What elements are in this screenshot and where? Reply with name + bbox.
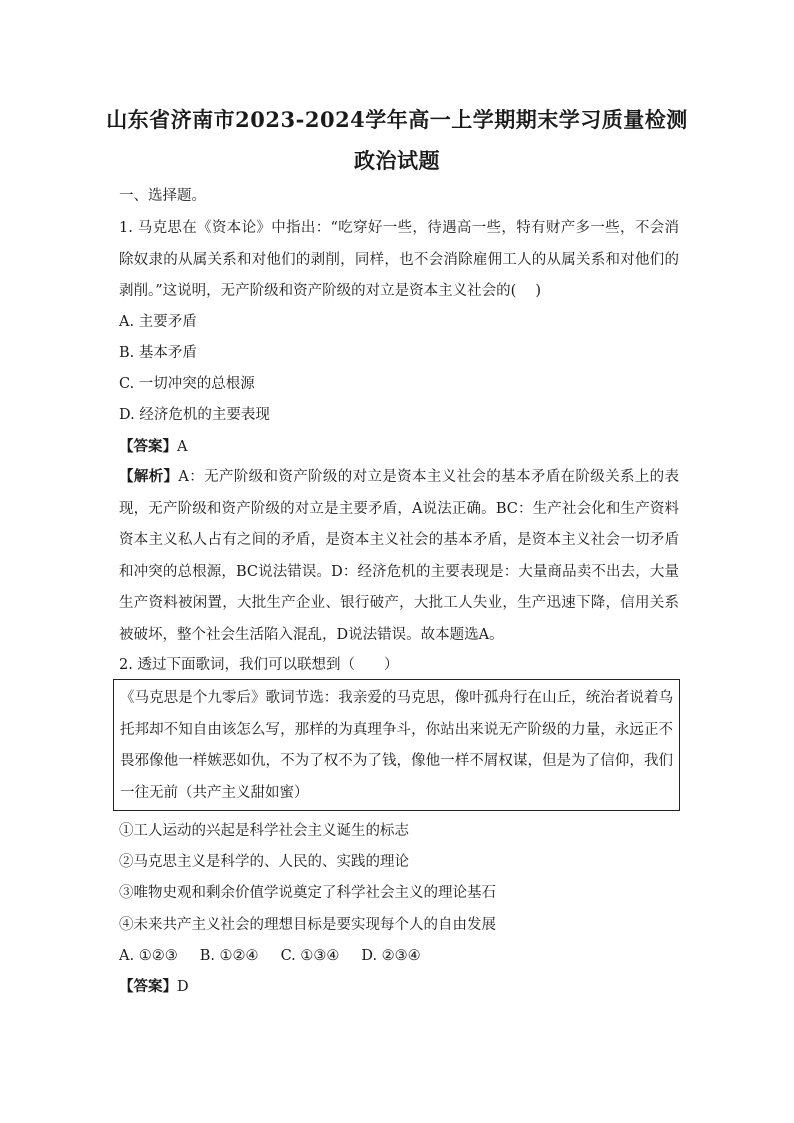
- q1-analysis: [119, 461, 679, 651]
- q2-answer-value: D: [177, 979, 189, 995]
- q2-options: [119, 946, 443, 966]
- q2-stem: 2. 透过下面歌词，我们可以联想到（ ）: [119, 657, 399, 673]
- q2-option-d: D. ②③④: [361, 948, 421, 964]
- q2-item-3: ③唯物史观和剩余价值学说奠定了科学社会主义的理论基石: [119, 885, 496, 901]
- q1-analysis-label: 【解析】: [119, 468, 179, 485]
- q2-option-c: C. ①③④: [280, 948, 340, 964]
- page-title-line1: 山东省济南市2023-2024学年高一上学期期末学习质量检测: [106, 107, 688, 132]
- q1-answer-label: 【答案】: [119, 438, 177, 455]
- q1-answer-value: A: [177, 439, 188, 455]
- q2-option-a: A. ①②③: [119, 948, 178, 964]
- q2-answer: [119, 977, 189, 997]
- q1-option-d: D. 经济危机的主要表现: [119, 407, 270, 423]
- q1-option-c: C. 一切冲突的总根源: [119, 376, 255, 392]
- q1-stem: 1. 马克思在《资本论》中指出：“吃穿好一些，待遇高一些，特有财产多一些，不会消除奴隶的从属关系和对他们的剥削，同样，也不会消除雇佣工人的从属关系和对他们的剥削。”这说明，无产阶级和资产阶级的对立是资本主义社会的( ): [119, 220, 679, 299]
- q1-option-a: A. 主要矛盾: [119, 314, 197, 330]
- q2-item-2: ②马克思主义是科学的、人民的、实践的理论: [119, 854, 409, 870]
- q2-item-4: ④未来共产主义社会的理想目标是要实现每个人的自由发展: [119, 917, 496, 933]
- section-heading: 一、选择题。: [119, 188, 206, 204]
- q1-answer: [119, 437, 187, 457]
- page-title-line2: 政治试题: [354, 148, 440, 173]
- q2-answer-label: 【答案】: [119, 978, 177, 995]
- q2-lyrics-text: 《马克思是个九零后》歌词节选：我亲爱的马克思，像叶孤舟行在山丘，统治者说着乌托邦却不知自由该怎么写，那样的为真理争斗，你站出来说无产阶级的力量，永远正不畏邪像他一样嫉恶如仇，不为了权不为了钱，像他一样不屑权谋，但是为了信仰，我们一往无前（共产主义甜如蜜）: [120, 690, 673, 801]
- q2-option-b: B. ①②④: [199, 948, 259, 964]
- q2-item-1: ①工人运动的兴起是科学社会主义诞生的标志: [119, 823, 409, 839]
- q1-analysis-text: A：无产阶级和资产阶级的对立是资本主义社会的基本矛盾在阶级关系上的表现，无产阶级和资产阶级的对立是主要矛盾，A说法正确。BC：生产社会化和生产资料资本主义私人占有之间的矛盾，是资本主义社会的基本矛盾，是资本主义社会一切矛盾和冲突的总根源，BC说法错误。D：经济危机的主要表现是：大量商品卖不出去，大量生产资料被闲置，大批生产企业、银行破产，大批工人失业，生产迅速下降，信用关系被破坏，整个社会生活陷入混乱，D说法错误。故本题选A。: [119, 469, 680, 643]
- q1-option-b: B. 基本矛盾: [119, 345, 197, 361]
- q2-lyrics-box: [113, 679, 680, 811]
